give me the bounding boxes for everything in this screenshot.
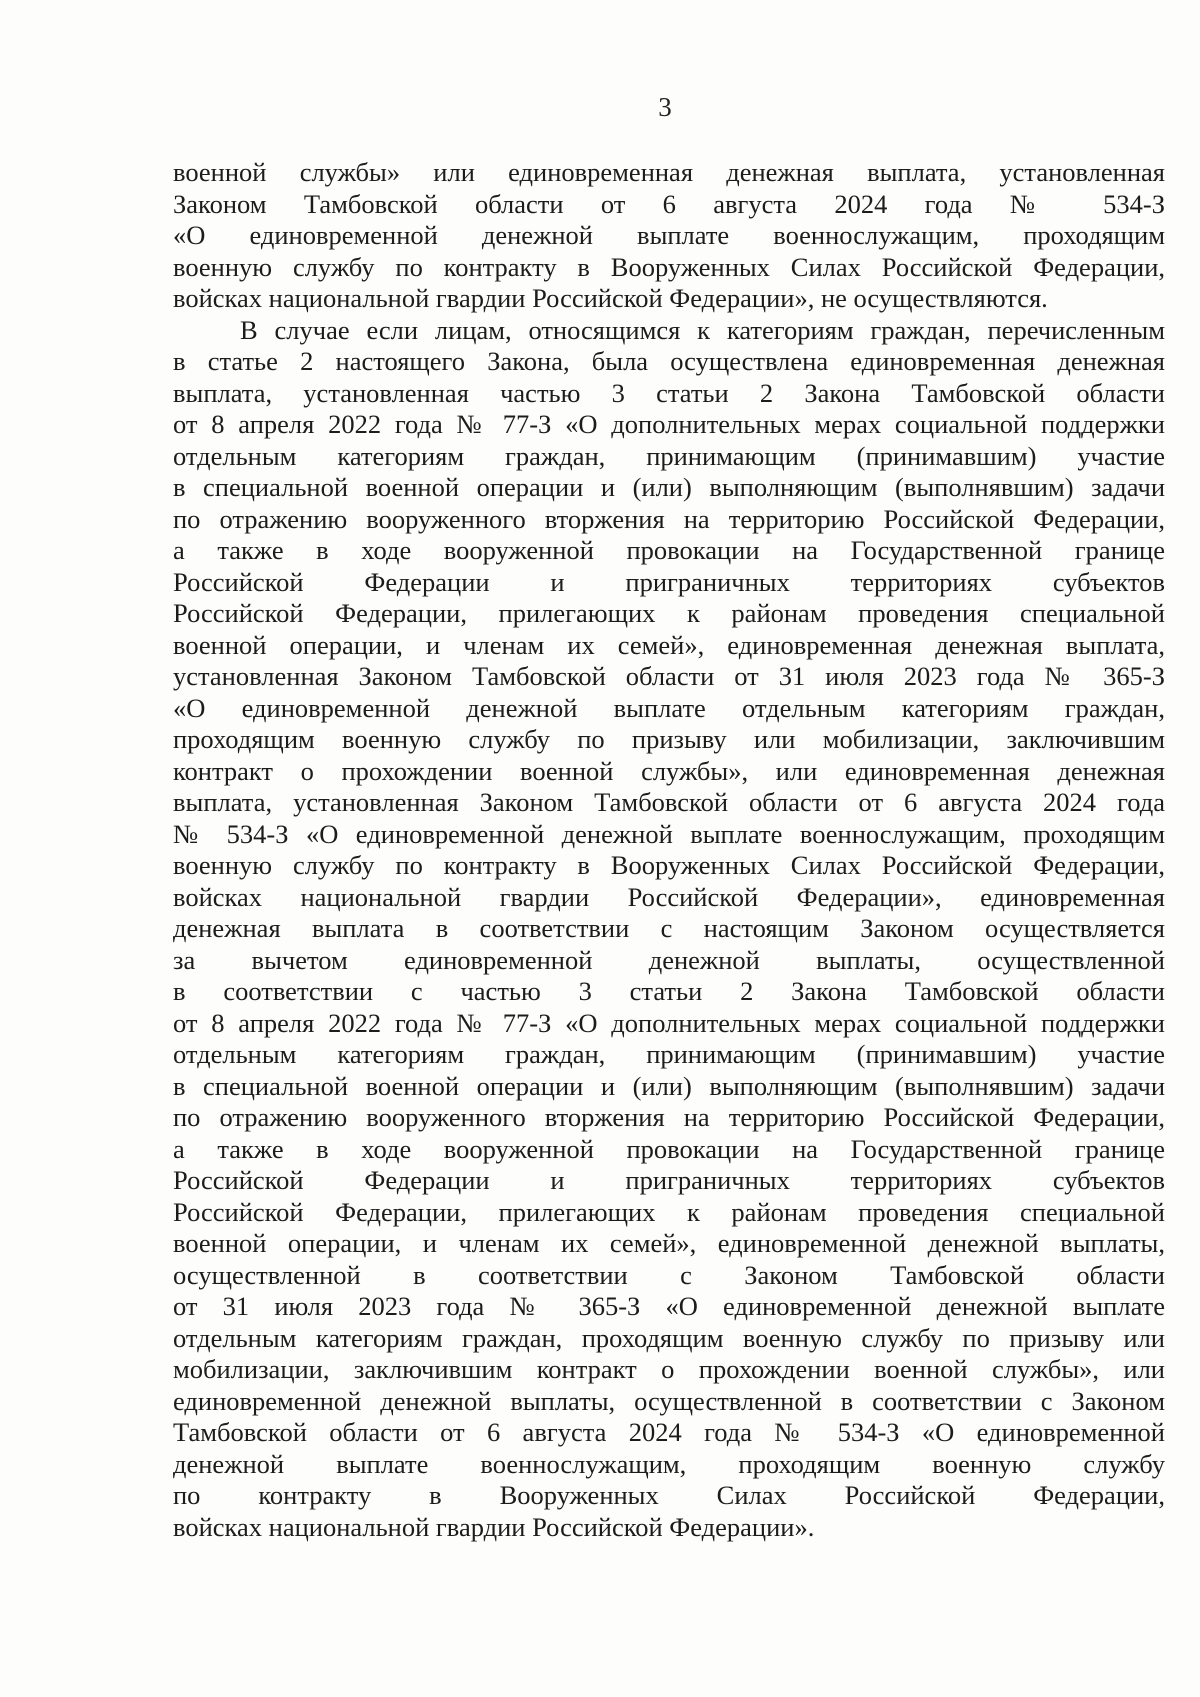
- text-line: от 31 июля 2023 года № 365-З «О единовременной денежной выплате: [173, 1291, 1165, 1321]
- text-line: осуществленной в соответствии с Законом Тамбовской области: [173, 1259, 1165, 1290]
- page-number: 3: [658, 92, 672, 122]
- text-line: военной операции, и членам их семей», единовременной денежной выплаты,: [173, 1228, 1165, 1258]
- text-line: установленная Законом Тамбовской области от 31 июля 2023 года № 365-З: [173, 661, 1165, 691]
- text-line: по отражению вооруженного вторжения на территорию Российской Федерации,: [173, 1102, 1165, 1132]
- text-line: Российской Федерации и приграничных территориях субъектов: [173, 1165, 1165, 1195]
- text-line: денежной выплате военнослужащим, проходящим военную службу: [173, 1448, 1165, 1479]
- text-line: Российской Федерации, прилегающих к районам проведения специальной: [173, 598, 1165, 628]
- text-line: № 534-З «О единовременной денежной выплате военнослужащим, проходящим: [173, 818, 1165, 849]
- text-line: от 8 апреля 2022 года № 77-З «О дополнительных мерах социальной поддержки: [173, 1007, 1165, 1038]
- text-line: военной службы» или единовременная денежная выплата, установленная: [173, 157, 1165, 187]
- text-line: за вычетом единовременной денежной выплаты, осуществленной: [173, 944, 1165, 975]
- text-line: от 8 апреля 2022 года № 77-З «О дополнительных мерах социальной поддержки: [173, 409, 1165, 439]
- text-line: по отражению вооруженного вторжения на территорию Российской Федерации,: [173, 503, 1165, 534]
- text-line: войсках национальной гвардии Российской Федерации», не осуществляются.: [173, 283, 1048, 313]
- text-line: военной операции, и членам их семей», единовременная денежная выплата,: [173, 629, 1165, 660]
- text-line: Законом Тамбовской области от 6 августа 2024 года № 534-З: [173, 188, 1165, 219]
- text-line: В случае если лицам, относящимся к категориям граждан, перечисленным: [240, 314, 1165, 345]
- text-line: выплата, установленная частью 3 статьи 2 Закона Тамбовской области: [173, 377, 1165, 408]
- text-line: войсках национальной гвардии Российской Федерации», единовременная: [173, 881, 1165, 912]
- text-line: Российской Федерации и приграничных территориях субъектов: [173, 566, 1165, 597]
- text-line: «О единовременной денежной выплате военнослужащим, проходящим: [173, 220, 1165, 250]
- text-line: отдельным категориям граждан, принимающим (принимавшим) участие: [173, 440, 1165, 471]
- text-line: денежная выплата в соответствии с настоящим Законом осуществляется: [173, 913, 1165, 943]
- text-line: проходящим военную службу по призыву или мобилизации, заключившим: [173, 724, 1165, 754]
- text-line: отдельным категориям граждан, проходящим военную службу по призыву или: [173, 1322, 1165, 1353]
- text-line: в статье 2 настоящего Закона, была осуществлена единовременная денежная: [173, 346, 1165, 376]
- paragraph-continuation: [173, 157, 1165, 315]
- text-line: военную службу по контракту в Вооруженных Силах Российской Федерации,: [173, 850, 1165, 880]
- text-line: единовременной денежной выплаты, осуществленной в соответствии с Законом: [173, 1385, 1165, 1416]
- paragraph-main: [173, 315, 1165, 1544]
- text-line: контракт о прохождении военной службы», или единовременная денежная: [173, 755, 1165, 786]
- text-line: «О единовременной денежной выплате отдельным категориям граждан,: [173, 692, 1165, 723]
- text-line: а также в ходе вооруженной провокации на Государственной границе: [173, 1133, 1165, 1164]
- text-line: военную службу по контракту в Вооруженных Силах Российской Федерации,: [173, 251, 1165, 282]
- text-line: а также в ходе вооруженной провокации на Государственной границе: [173, 535, 1165, 565]
- text-line: по контракту в Вооруженных Силах Российской Федерации,: [173, 1480, 1165, 1510]
- text-line: в специальной военной операции и (или) выполняющим (выполнявшим) задачи: [173, 472, 1165, 502]
- text-line: мобилизации, заключившим контракт о прохождении военной службы», или: [173, 1354, 1165, 1384]
- text-line: Российской Федерации, прилегающих к районам проведения специальной: [173, 1196, 1165, 1227]
- text-line: войсках национальной гвардии Российской Федерации».: [173, 1511, 815, 1542]
- text-line: выплата, установленная Законом Тамбовской области от 6 августа 2024 года: [173, 787, 1165, 817]
- text-line: в специальной военной операции и (или) выполняющим (выполнявшим) задачи: [173, 1070, 1165, 1101]
- text-line: отдельным категориям граждан, принимающим (принимавшим) участие: [173, 1039, 1165, 1069]
- text-line: в соответствии с частью 3 статьи 2 Закона Тамбовской области: [173, 976, 1165, 1006]
- text-line: Тамбовской области от 6 августа 2024 года № 534-З «О единовременной: [173, 1417, 1165, 1447]
- document-body: [173, 157, 1165, 1543]
